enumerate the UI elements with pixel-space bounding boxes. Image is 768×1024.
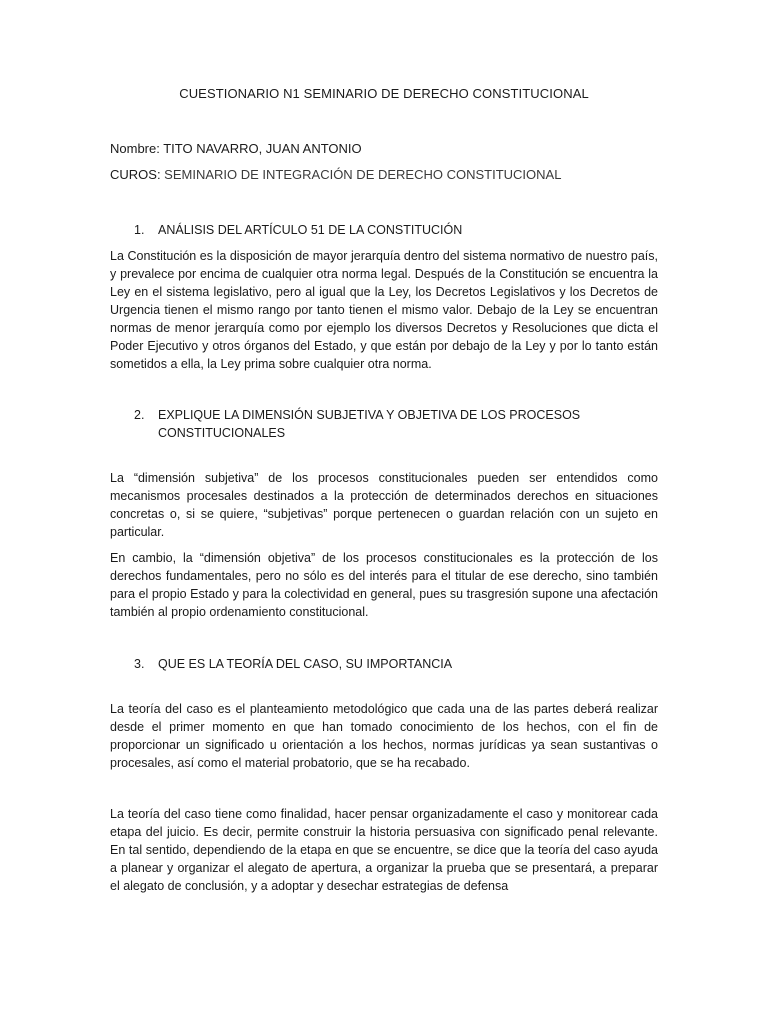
section-heading-text: ANÁLISIS DEL ARTÍCULO 51 DE LA CONSTITUCIÓN (158, 223, 463, 237)
section-heading-text: EXPLIQUE LA DIMENSIÓN SUBJETIVA Y OBJETIVA DE LOS PROCESOS (158, 408, 581, 422)
section-heading-continuation: CONSTITUCIONALES (158, 426, 286, 440)
section-number: 3. (134, 657, 145, 671)
section-number: 2. (134, 408, 145, 422)
course-line (110, 167, 561, 182)
name-label: Nombre: (110, 141, 164, 156)
section-2-heading (110, 406, 658, 442)
section-3-heading (110, 655, 658, 673)
section-2-paragraph-1: La “dimensión subjetiva” de los procesos constitucionales pueden ser entendidos como mecanismos procesales destinados a la protección de determinados derechos en situaciones concretas o, si se quiere, “subjetivas” porque pertenecen o guardan relación con un sujeto en particular. (110, 471, 658, 539)
course-value: SEMINARIO DE INTEGRACIÓN DE DERECHO CONSTITUCIONAL (164, 167, 562, 182)
section-2-paragraph-2: En cambio, la “dimensión objetiva” de los procesos constitucionales es la protección de los derechos fundamentales, pero no sólo es del interés para el titular de ese derecho, sino también para el propio Estado y para la colectividad en general, pues su trasgresión supone una afectación también al propio ordenamiento constitucional. (110, 551, 658, 619)
section-number: 1. (134, 223, 145, 237)
document-title: CUESTIONARIO N1 SEMINARIO DE DERECHO CONSTITUCIONAL (179, 86, 589, 101)
student-name-line (110, 141, 362, 156)
name-value: TITO NAVARRO, JUAN ANTONIO (163, 141, 362, 156)
section-heading-text: QUE ES LA TEORÍA DEL CASO, SU IMPORTANCIA (158, 657, 453, 671)
section-1-heading (110, 221, 658, 239)
section-3-paragraph-1: La teoría del caso es el planteamiento metodológico que cada una de las partes deberá realizar desde el primer momento en que han tomado conocimiento de los hechos, con el fin de proporcionar un significado u orientación a los hechos, normas jurídicas ya sean sustantivas o procesales, así como el material probatorio, que se ha recabado. (110, 702, 658, 770)
course-label: CUROS: (110, 167, 165, 182)
section-1-paragraph-1: La Constitución es la disposición de mayor jerarquía dentro del sistema normativo de nuestro país, y prevalece por encima de cualquier otra norma legal. Después de la Constitución se encuentra la Ley en el sistema legislativo, pero al igual que la Ley, los Decretos Legislativos y los Decretos de Urgencia tienen el mismo rango por tanto tienen el mismo valor. Debajo de la Ley se encuentran normas de menor jerarquía como por ejemplo los diversos Decretos y Resoluciones que dicta el Poder Ejecutivo y otros órganos del Estado, y que están por debajo de la Ley y por lo tanto están sometidos a ella, la Ley prima sobre cualquier otra norma. (110, 249, 658, 371)
section-3-paragraph-2: La teoría del caso tiene como finalidad, hacer pensar organizadamente el caso y monitorear cada etapa del juicio. Es decir, permite construir la historia persuasiva con significado penal relevante. En tal sentido, dependiendo de la etapa en que se encuentre, se dice que la teoría del caso ayuda a planear y organizar el alegato de apertura, a organizar la prueba que se presentará, a preparar el alegato de conclusión, y a adoptar y desechar estrategias de defensa (110, 807, 658, 893)
